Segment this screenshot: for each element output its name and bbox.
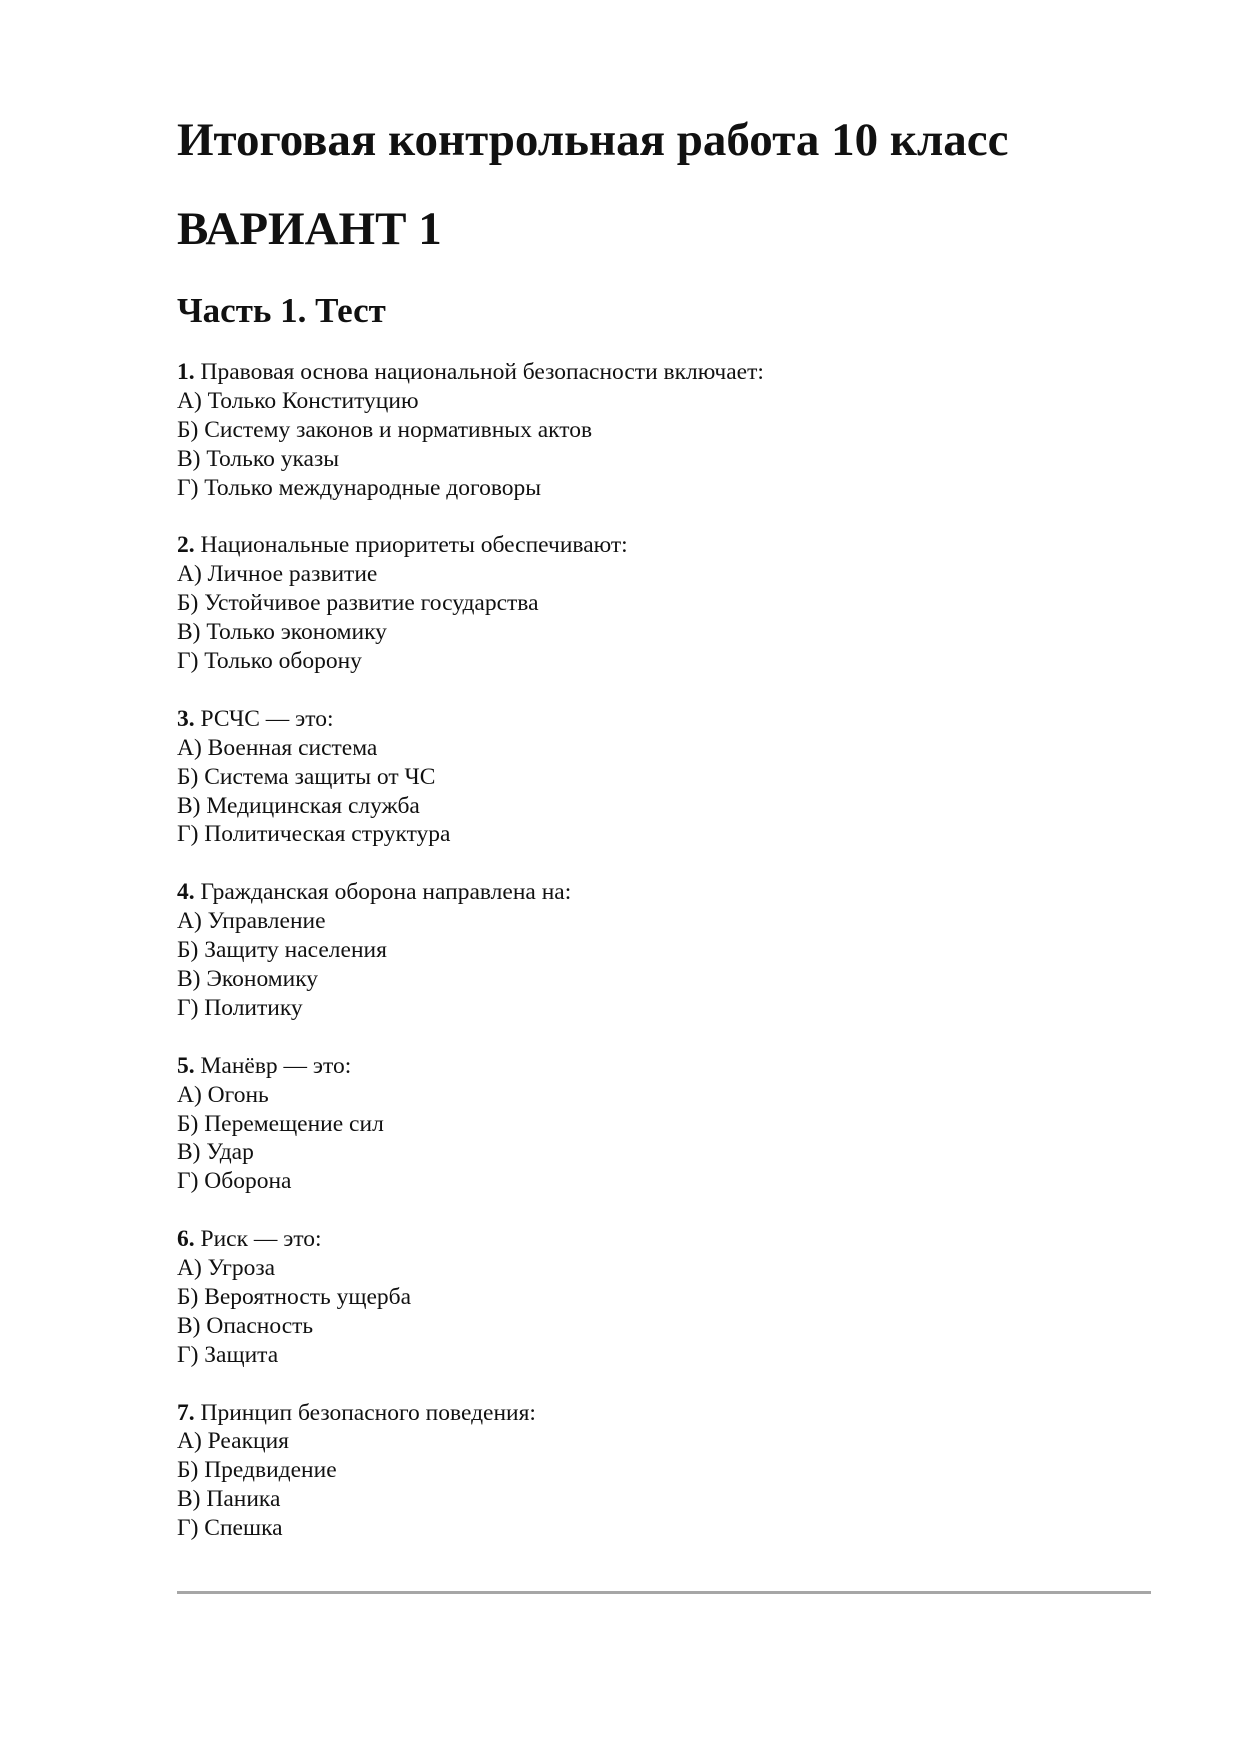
answer-option-g: Г) Только оборону [177, 648, 362, 675]
question-7 [177, 1399, 1157, 1544]
question-number: 5. [177, 1052, 195, 1079]
question-list [177, 358, 1157, 1543]
question-text [177, 358, 1157, 387]
question-2 [177, 531, 1157, 676]
answer-option-b: Б) Перемещение сил [177, 1110, 384, 1137]
answer-option-b: Б) Защиту населения [177, 937, 387, 964]
question-prompt: Принцип безопасного поведения: [200, 1399, 536, 1426]
answer-option-a: А) Управление [177, 908, 326, 935]
question-number: 7. [177, 1399, 195, 1426]
answer-option-a: А) Только Конституцию [177, 387, 419, 414]
answer-option-v: В) Удар [177, 1139, 254, 1166]
answer-option-v: В) Опасность [177, 1312, 314, 1339]
question-prompt: Манёвр — это: [200, 1052, 352, 1079]
answer-option-v: В) Только указы [177, 445, 340, 472]
question-6 [177, 1225, 1157, 1370]
question-5 [177, 1052, 1157, 1197]
question-text [177, 1225, 1157, 1254]
answer-option-a: А) Угроза [177, 1255, 276, 1282]
horizontal-divider [177, 1591, 1151, 1594]
question-text [177, 1399, 1157, 1428]
document-title: Итоговая контрольная работа 10 класс [177, 114, 1009, 166]
question-1 [177, 358, 1157, 503]
question-text [177, 1052, 1157, 1081]
answer-option-g: Г) Спешка [177, 1515, 283, 1542]
answer-option-a: А) Военная система [177, 734, 378, 761]
answer-option-b: Б) Систему законов и нормативных актов [177, 416, 593, 443]
answer-option-b: Б) Система защиты от ЧС [177, 763, 436, 790]
answer-option-v: В) Медицинская служба [177, 792, 420, 819]
question-prompt: Риск — это: [200, 1226, 322, 1253]
answer-option-b: Б) Предвидение [177, 1457, 337, 1484]
answer-option-v: В) Паника [177, 1486, 281, 1513]
question-number: 4. [177, 879, 195, 906]
answer-option-g: Г) Защита [177, 1341, 279, 1368]
answer-option-b: Б) Устойчивое развитие государства [177, 590, 539, 617]
answer-option-v: В) Только экономику [177, 619, 387, 646]
question-4 [177, 878, 1157, 1023]
question-prompt: Национальные приоритеты обеспечивают: [200, 532, 628, 559]
part-heading: Часть 1. Тест [177, 291, 386, 330]
variant-heading: ВАРИАНТ 1 [177, 203, 442, 255]
question-number: 2. [177, 532, 195, 559]
question-number: 1. [177, 359, 195, 385]
answer-option-g: Г) Только международные договоры [177, 474, 542, 501]
question-prompt: Правовая основа национальной безопасности включает: [200, 359, 764, 385]
question-number: 3. [177, 705, 195, 732]
question-prompt: Гражданская оборона направлена на: [200, 879, 572, 906]
question-text [177, 878, 1157, 907]
answer-option-g: Г) Оборона [177, 1168, 292, 1195]
answer-option-g: Г) Политическая структура [177, 821, 451, 848]
answer-option-a: А) Реакция [177, 1428, 289, 1455]
document-page [177, 112, 1157, 1572]
question-prompt: РСЧС — это: [200, 705, 334, 732]
answer-option-a: А) Личное развитие [177, 561, 378, 588]
answer-option-a: А) Огонь [177, 1081, 269, 1108]
answer-option-b: Б) Вероятность ущерба [177, 1283, 412, 1310]
answer-option-v: В) Экономику [177, 965, 319, 992]
question-text [177, 705, 1157, 734]
question-text [177, 531, 1157, 560]
question-number: 6. [177, 1226, 195, 1253]
answer-option-g: Г) Политику [177, 994, 303, 1021]
question-3 [177, 705, 1157, 850]
